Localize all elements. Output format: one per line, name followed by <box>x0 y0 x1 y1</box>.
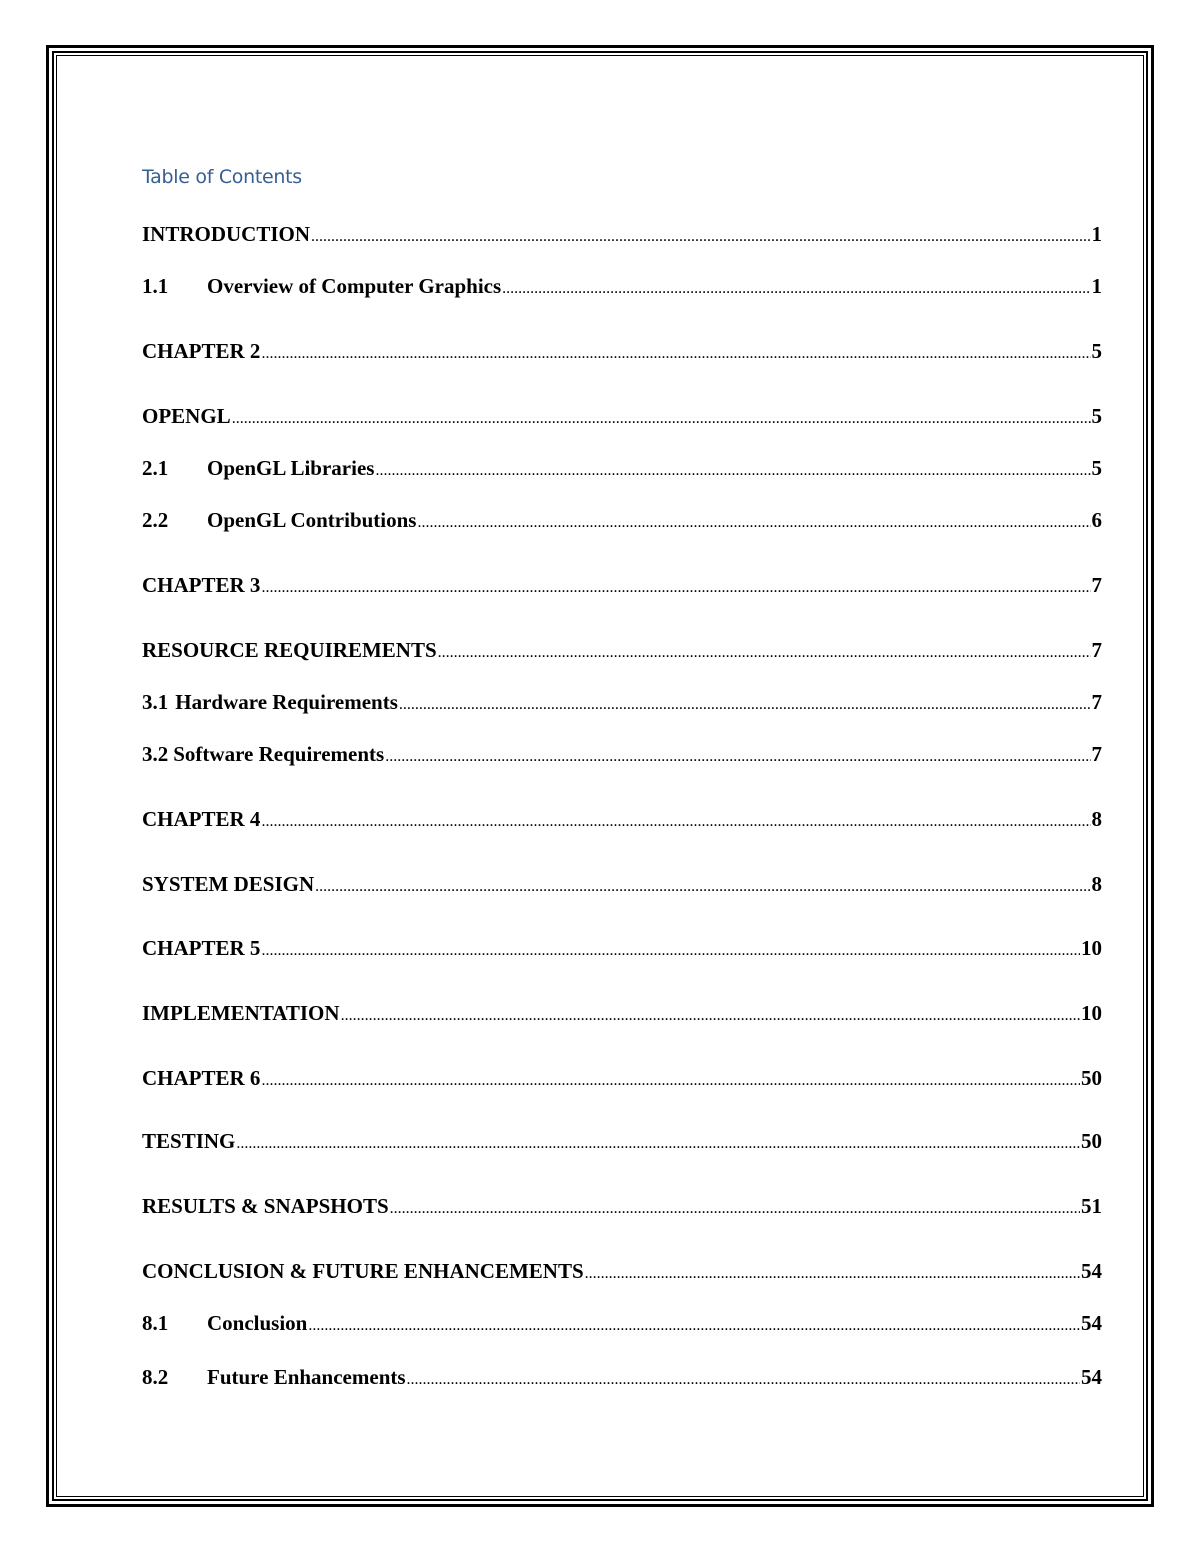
toc-entry-title: CONCLUSION & FUTURE ENHANCEMENTS <box>142 1259 584 1283</box>
toc-entry-page: 1 <box>1091 222 1102 246</box>
toc-entry-page: 7 <box>1091 742 1102 766</box>
toc-entry-page: 1 <box>1091 274 1102 298</box>
toc-entry-chapter-4[interactable] <box>142 806 1102 835</box>
toc-entry-page: 50 <box>1081 1129 1102 1153</box>
toc-entry-page: 5 <box>1091 456 1102 480</box>
toc-entry-system-design[interactable] <box>142 871 1102 900</box>
toc-entry-implementation[interactable] <box>142 1000 1102 1029</box>
toc-entry-title: INTRODUCTION <box>142 222 311 246</box>
toc-entry-introduction[interactable] <box>142 221 1102 250</box>
toc-leader-dots <box>438 640 1091 666</box>
toc-entry-8-1[interactable] <box>142 1310 1102 1339</box>
toc-leader-dots <box>407 1367 1080 1393</box>
toc-entry-chapter-2[interactable] <box>142 338 1102 367</box>
toc-entry-page: 6 <box>1091 508 1102 532</box>
toc-entry-title: Hardware Requirements <box>175 690 398 714</box>
toc-entry-page: 7 <box>1091 690 1102 714</box>
toc-entry-title: CHAPTER 2 <box>142 339 261 363</box>
toc-entry-page: 54 <box>1081 1365 1102 1389</box>
toc-leader-dots <box>308 1313 1080 1339</box>
toc-entry-page: 7 <box>1091 638 1102 662</box>
toc-entry-title: RESOURCE REQUIREMENTS <box>142 638 437 662</box>
toc-entry-title: IMPLEMENTATION <box>142 1001 340 1025</box>
toc-entry-opengl[interactable] <box>142 403 1102 432</box>
toc-leader-dots <box>502 276 1090 302</box>
toc-entry-page: 8 <box>1091 872 1102 896</box>
toc-entry-number: 1.1 <box>142 274 169 298</box>
toc-leader-dots <box>399 692 1091 718</box>
toc-entry-title: Software Requirements <box>173 742 385 766</box>
toc-entry-title: CHAPTER 3 <box>142 573 261 597</box>
toc-entry-title: OPENGL <box>142 404 231 428</box>
toc-leader-dots <box>315 874 1090 900</box>
toc-entry-title: CHAPTER 6 <box>142 1066 261 1090</box>
toc-entry-2-1[interactable] <box>142 455 1102 484</box>
toc-entry-page: 7 <box>1091 573 1102 597</box>
toc-entry-title: OpenGL Libraries <box>207 456 375 480</box>
toc-entry-page: 54 <box>1081 1259 1102 1283</box>
toc-leader-dots <box>341 1003 1080 1029</box>
toc-leader-dots <box>261 1068 1080 1094</box>
toc-entry-3-1[interactable] <box>142 689 1102 718</box>
toc-entry-2-2[interactable] <box>142 507 1102 536</box>
toc-leader-dots <box>375 458 1090 484</box>
toc-leader-dots <box>390 1196 1080 1222</box>
toc-entry-chapter-6[interactable] <box>142 1065 1102 1094</box>
toc-entry-results-snapshots[interactable] <box>142 1193 1102 1222</box>
toc-leader-dots <box>417 510 1090 536</box>
toc-entry-title: Overview of Computer Graphics <box>207 274 502 298</box>
toc-entry-number: 3.2 <box>142 742 169 766</box>
toc-entry-page: 5 <box>1091 339 1102 363</box>
toc-entry-chapter-3[interactable] <box>142 572 1102 601</box>
toc-entry-title: CHAPTER 4 <box>142 807 261 831</box>
toc-entry-resource-requirements[interactable] <box>142 637 1102 666</box>
toc-entry-title: RESULTS & SNAPSHOTS <box>142 1194 389 1218</box>
toc-entry-number: 8.1 <box>142 1311 169 1335</box>
toc-leader-dots <box>232 406 1091 432</box>
toc-entry-page: 50 <box>1081 1066 1102 1090</box>
toc-entry-title: OpenGL Contributions <box>207 508 417 532</box>
toc-entry-page: 51 <box>1081 1194 1102 1218</box>
toc-leader-dots <box>311 224 1090 250</box>
toc-entry-page: 5 <box>1091 404 1102 428</box>
toc-entry-testing[interactable] <box>142 1128 1102 1157</box>
toc-leader-dots <box>261 575 1090 601</box>
toc-entry-title: SYSTEM DESIGN <box>142 872 315 896</box>
toc-entry-number: 8.2 <box>142 1365 169 1389</box>
toc-heading: Table of Contents <box>142 166 302 188</box>
toc-entry-chapter-5[interactable] <box>142 935 1102 964</box>
toc-entry-number: 2.1 <box>142 456 169 480</box>
toc-entry-page: 10 <box>1081 936 1102 960</box>
toc-leader-dots <box>385 744 1090 770</box>
toc-entry-1-1[interactable] <box>142 273 1102 302</box>
toc-entry-number: 2.2 <box>142 508 169 532</box>
toc-leader-dots <box>261 341 1090 367</box>
toc-entry-page: 54 <box>1081 1311 1102 1335</box>
toc-entry-page: 10 <box>1081 1001 1102 1025</box>
toc-entry-number: 3.1 <box>142 690 169 714</box>
toc-entry-title: CHAPTER 5 <box>142 936 261 960</box>
toc-entry-conclusion-future-enhancements[interactable] <box>142 1258 1102 1287</box>
toc-entry-title: Conclusion <box>207 1311 308 1335</box>
toc-entry-8-2[interactable] <box>142 1364 1102 1393</box>
toc-leader-dots <box>261 809 1090 835</box>
toc-entry-title: Future Enhancements <box>207 1365 406 1389</box>
toc-entry-page: 8 <box>1091 807 1102 831</box>
toc-leader-dots <box>236 1131 1080 1157</box>
toc-entry-title: TESTING <box>142 1129 236 1153</box>
toc-entry-3-2[interactable] <box>142 741 1102 770</box>
toc-leader-dots <box>261 938 1080 964</box>
toc-leader-dots <box>585 1261 1080 1287</box>
